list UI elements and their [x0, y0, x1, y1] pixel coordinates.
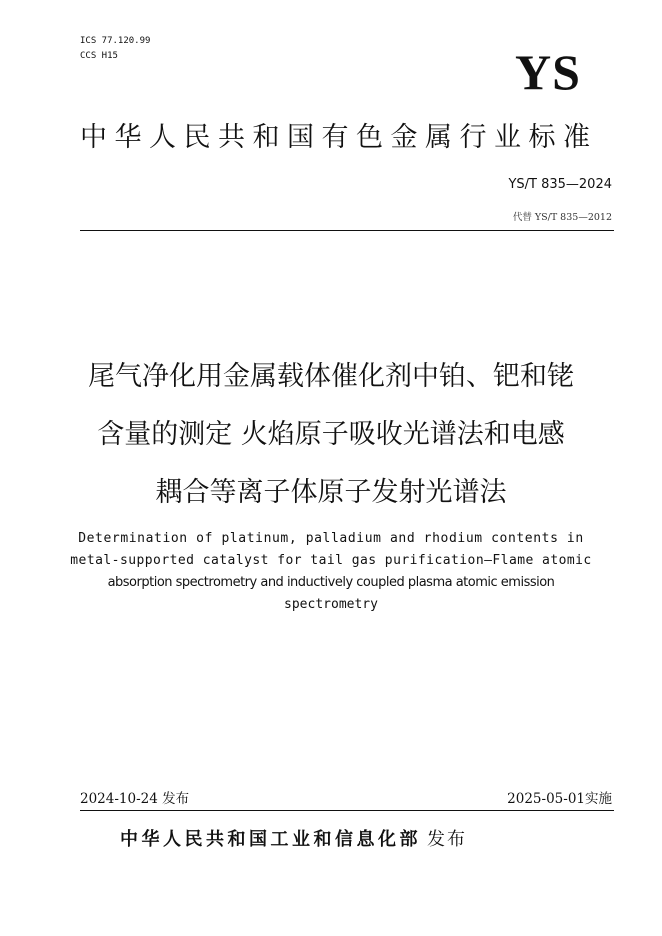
replaces-note: 代替 YS/T 835—2012 — [512, 212, 612, 223]
chinese-title-line-2: 含量的测定 火焰原子吸收光谱法和电感 — [97, 419, 565, 450]
release-date: 2024-10-24 发布 — [80, 791, 190, 807]
ics-code: ICS 77.120.99 — [80, 36, 151, 46]
chinese-title-line-3: 耦合等离子体原子发射光谱法 — [155, 477, 507, 508]
chinese-title-line-1: 尾气净化用金属载体催化剂中铂、钯和铑 — [88, 361, 574, 392]
english-title-line-3: absorption spectrometry and inductively coupled plasma atomic emission — [107, 575, 555, 590]
standard-type-title: 中华人民共和国有色金属行业标准 — [80, 122, 598, 153]
ccs-code: CCS H15 — [80, 51, 118, 61]
publisher-name: 中华人民共和国工业和信息化部 — [120, 829, 421, 850]
chinese-title — [60, 348, 602, 522]
english-title-line-2: metal-supported catalyst for tail gas purification—Flame atomic — [70, 553, 592, 568]
english-title-line-1: Determination of platinum, palladium and rhodium contents in — [78, 531, 584, 546]
implementation-date: 2025-05-01实施 — [507, 791, 612, 807]
footer-divider — [80, 810, 614, 811]
english-title-line-4: spectrometry — [284, 597, 378, 612]
header-divider — [80, 230, 614, 231]
standard-code: YS/T 835—2024 — [508, 177, 612, 192]
english-title — [70, 528, 592, 616]
ys-logo: YS — [515, 44, 581, 100]
classification-codes — [80, 34, 150, 64]
publisher — [120, 826, 467, 854]
publisher-suffix: 发布 — [427, 829, 467, 850]
